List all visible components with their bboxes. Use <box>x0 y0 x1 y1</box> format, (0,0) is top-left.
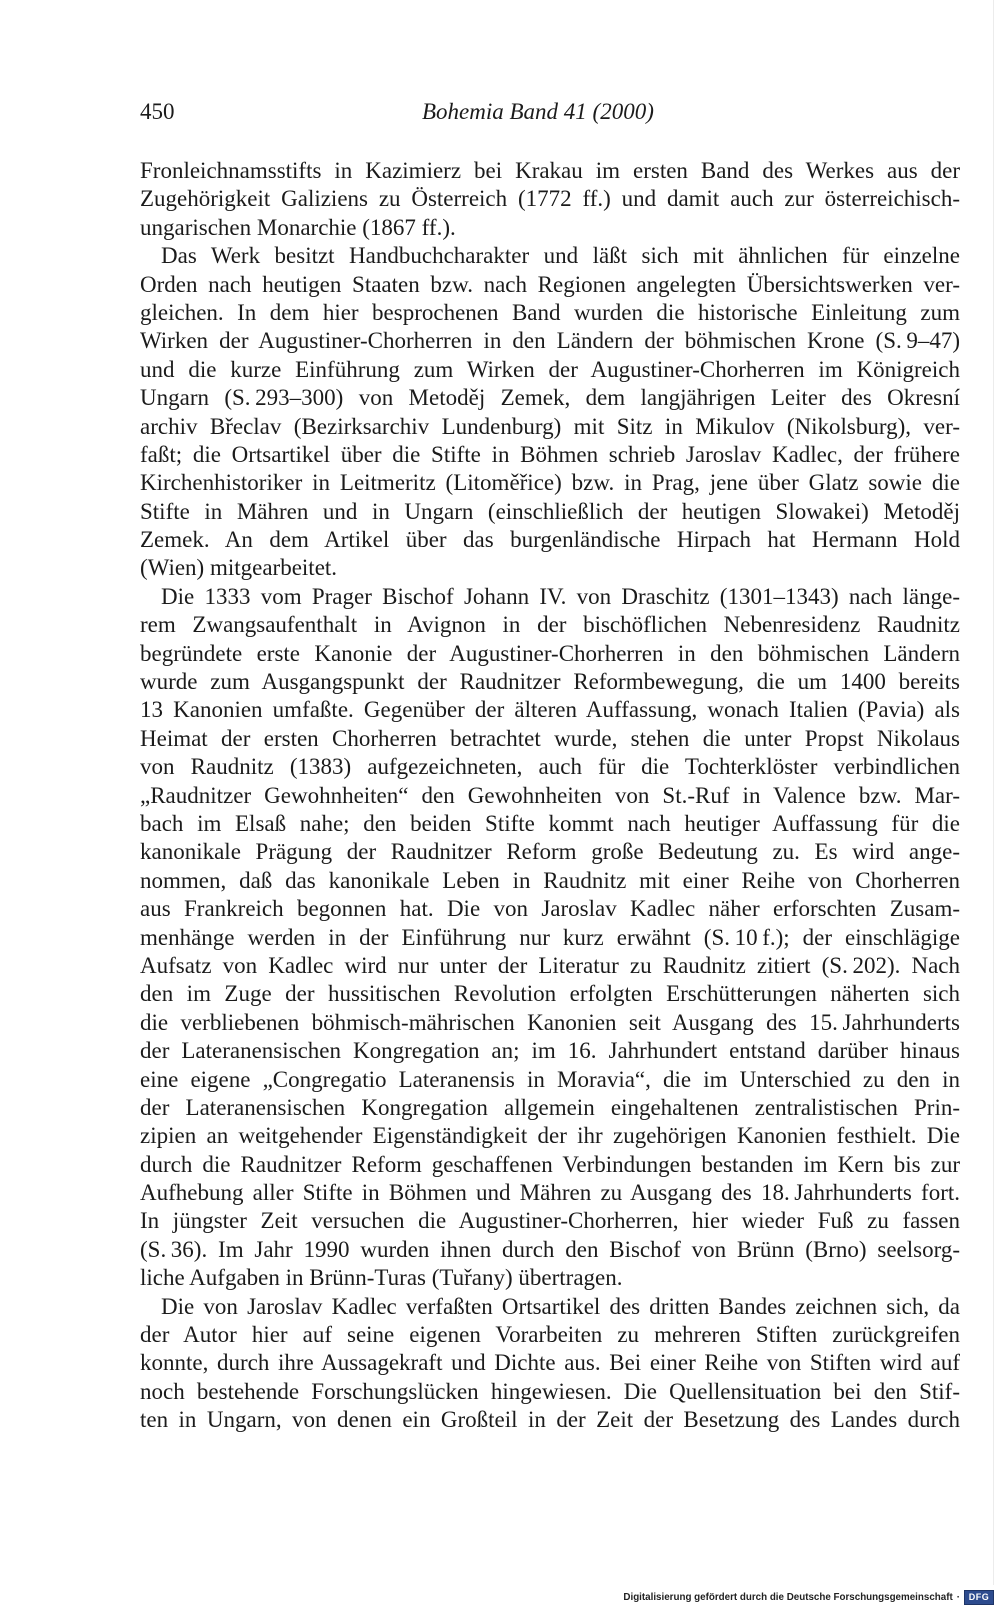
text-line: und die kurze Einführung zum Wirken der Augustiner-Chorherren im Königreich <box>140 356 960 382</box>
text-line: Orden nach heutigen Staaten bzw. nach Regionen angelegten Übersichtswerken ver- <box>140 271 960 297</box>
text-line: zipien an weitgehender Eigenständigkeit der ihr zugehörigen Kanonien festhielt. Die <box>140 1123 960 1149</box>
text-line: durch die Raudnitzer Reform geschaffenen Verbindungen bestanden im Kern bis zur <box>140 1151 960 1177</box>
text-line: nommen, daß das kanonikale Leben in Raudnitz mit einer Reihe von Chorherren <box>140 867 960 893</box>
digitization-footer <box>623 1589 994 1605</box>
dfg-logo <box>964 1590 994 1605</box>
text-line: der Autor hier auf seine eigenen Vorarbeiten zu mehreren Stiften zurückgreifen <box>140 1322 960 1348</box>
text-line: Das Werk besitzt Handbuchcharakter und läßt sich mit ähnlichen für einzelne <box>161 243 960 269</box>
running-header <box>0 0 1000 140</box>
body-text <box>140 157 960 1435</box>
text-line: Zugehörigkeit Galiziens zu Österreich (1772 ff.) und damit auch zur österreichisch- <box>140 186 960 212</box>
text-line: Wirken der Augustiner-Chorherren in den Ländern der böhmischen Krone (S. 9–47) <box>140 328 960 354</box>
text-line: archiv Břeclav (Bezirksarchiv Lundenburg) mit Sitz in Mikulov (Nikolsburg), ver- <box>140 413 960 439</box>
text-line: eine eigene „Congregatio Lateranensis in Moravia“, die im Unterschied zu den in <box>140 1066 960 1092</box>
paragraph <box>140 242 960 583</box>
text-line: konnte, durch ihre Aussagekraft und Dichte aus. Bei einer Reihe von Stiften wird auf <box>140 1350 960 1376</box>
text-line: Kirchenhistoriker in Leitmeritz (Litoměřice) bzw. in Prag, jene über Glatz sowie die <box>140 470 960 496</box>
text-line: wurde zum Ausgangspunkt der Raudnitzer Reformbewegung, die um 1400 bereits <box>140 669 960 695</box>
text-line: Die 1333 vom Prager Bischof Johann IV. von Draschitz (1301–1343) nach länge- <box>161 583 960 609</box>
text-line: gleichen. In dem hier besprochenen Band wurden die historische Einleitung zum <box>140 299 960 325</box>
text-line: rem Zwangsaufenthalt in Avignon in der bischöflichen Nebenresidenz Raudnitz <box>140 612 960 638</box>
text-line: kanonikale Prägung der Raudnitzer Reform große Bedeutung zu. Es wird ange- <box>140 839 960 865</box>
text-line: begründete erste Kanonie der Augustiner-Chorherren in den böhmischen Ländern <box>140 640 960 666</box>
text-line: 13 Kanonien umfaßte. Gegenüber der älteren Auffassung, wonach Italien (Pavia) als <box>140 697 960 723</box>
text-line: ten in Ungarn, von denen ein Großteil in der Zeit der Besetzung des Landes durch <box>140 1407 960 1433</box>
text-line: Die von Jaroslav Kadlec verfaßten Ortsartikel des dritten Bandes zeichnen sich, da <box>161 1293 960 1319</box>
text-line: menhänge werden in der Einführung nur kurz erwähnt (S. 10 f.); der einschlägige <box>140 924 960 950</box>
dfg-logo-text: DFG <box>968 1591 990 1602</box>
text-line: aus Frankreich begonnen hat. Die von Jaroslav Kadlec näher erforschten Zusam- <box>140 896 960 922</box>
text-line: Stifte in Mähren und in Ungarn (einschließlich der heutigen Slowakei) Metoděj <box>140 498 960 524</box>
text-line: Fronleichnamsstifts in Kazimierz bei Krakau im ersten Band des Werkes aus der <box>140 158 960 183</box>
text-line: Aufhebung aller Stifte in Böhmen und Mähren zu Ausgang des 18. Jahrhunderts fort. <box>140 1180 960 1206</box>
text-line: faßt; die Ortsartikel über die Stifte in Böhmen schrieb Jaroslav Kadlec, der frühere <box>140 441 960 467</box>
separator-dot: · <box>956 1591 960 1603</box>
text-line: Aufsatz von Kadlec wird nur unter der Literatur zu Raudnitz zitiert (S. 202). Nach <box>140 952 960 978</box>
text-line: Ungarn (S. 293–300) von Metoděj Zemek, dem langjährigen Leiter des Okresní <box>140 385 960 411</box>
page-number: 450 <box>140 99 175 124</box>
paragraph <box>140 583 960 1293</box>
paragraph <box>140 157 960 242</box>
text-line: Zemek. An dem Artikel über das burgenländische Hirpach hat Hermann Hold <box>140 527 960 553</box>
text-line: (S. 36). Im Jahr 1990 wurden ihnen durch den Bischof von Brünn (Brno) seelsorg- <box>140 1236 960 1262</box>
text-line: bach im Elsaß nahe; den beiden Stifte kommt nach heutiger Auffassung für die <box>140 810 960 836</box>
text-line: (Wien) mitgearbeitet. <box>140 555 338 581</box>
text-line: „Raudnitzer Gewohnheiten“ den Gewohnheiten von St.-Ruf in Valence bzw. Mar- <box>140 782 960 808</box>
text-line: die verbliebenen böhmisch-mährischen Kanonien seit Ausgang des 15. Jahrhunderts <box>140 1009 960 1035</box>
text-line: In jüngster Zeit versuchen die Augustiner-Chorherren, hier wieder Fuß zu fassen <box>140 1208 960 1234</box>
scan-edge-line <box>993 0 994 1585</box>
funding-note: Digitalisierung gefördert durch die Deutsche Forschungsgemeinschaft <box>623 1591 953 1603</box>
text-line: den im Zuge der hussitischen Revolution erfolgten Erschütterungen näherten sich <box>140 981 960 1007</box>
text-line: liche Aufgaben in Brünn-Turas (Tuřany) übertragen. <box>140 1265 623 1291</box>
text-line: noch bestehende Forschungslücken hingewiesen. Die Quellensituation bei den Stif- <box>140 1378 960 1404</box>
text-line: der Lateranensischen Kongregation an; im 16. Jahrhundert entstand darüber hinaus <box>140 1038 960 1064</box>
text-line: der Lateranensischen Kongregation allgemein eingehaltenen zentralistischen Prin- <box>140 1094 960 1120</box>
text-line: von Raudnitz (1383) aufgezeichneten, auch für die Tochterklöster verbindlichen <box>140 754 960 780</box>
text-line: Heimat der ersten Chorherren betrachtet wurde, stehen die unter Propst Nikolaus <box>140 725 960 751</box>
text-line: ungarischen Monarchie (1867 ff.). <box>140 214 456 240</box>
paragraph <box>140 1293 960 1435</box>
running-title: Bohemia Band 41 (2000) <box>422 99 654 124</box>
